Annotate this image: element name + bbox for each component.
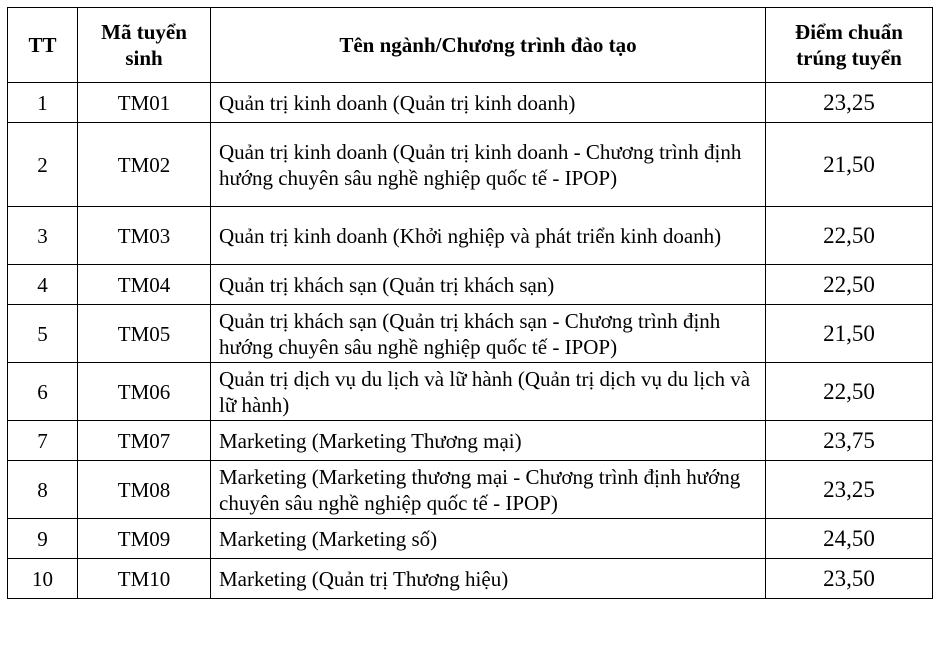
table-row xyxy=(8,559,933,599)
cell-name: Marketing (Marketing thương mại - Chương trình định hướng chuyên sâu nghề nghiệp quốc tế - IPOP) xyxy=(211,461,766,519)
cell-tt: 6 xyxy=(8,363,78,421)
table-row xyxy=(8,207,933,265)
cell-score: 21,50 xyxy=(766,123,933,207)
cell-code: TM08 xyxy=(78,461,211,519)
cell-score: 23,25 xyxy=(766,461,933,519)
table-row xyxy=(8,305,933,363)
cell-code: TM05 xyxy=(78,305,211,363)
table-row xyxy=(8,363,933,421)
admission-scores-table xyxy=(7,7,933,599)
cell-tt: 2 xyxy=(8,123,78,207)
table-row xyxy=(8,519,933,559)
cell-tt: 3 xyxy=(8,207,78,265)
cell-name: Quản trị khách sạn (Quản trị khách sạn - Chương trình định hướng chuyên sâu nghề nghiệp quốc tế - IPOP) xyxy=(211,305,766,363)
table-row xyxy=(8,83,933,123)
cell-tt: 5 xyxy=(8,305,78,363)
cell-score: 23,50 xyxy=(766,559,933,599)
cell-tt: 1 xyxy=(8,83,78,123)
cell-code: TM03 xyxy=(78,207,211,265)
cell-tt: 9 xyxy=(8,519,78,559)
cell-name: Quản trị kinh doanh (Quản trị kinh doanh - Chương trình định hướng chuyên sâu nghề nghiệp quốc tế - IPOP) xyxy=(211,123,766,207)
cell-code: TM09 xyxy=(78,519,211,559)
cell-score: 22,50 xyxy=(766,265,933,305)
table-row xyxy=(8,421,933,461)
cell-tt: 8 xyxy=(8,461,78,519)
cell-score: 23,25 xyxy=(766,83,933,123)
table-header-row xyxy=(8,8,933,83)
cell-score: 24,50 xyxy=(766,519,933,559)
cell-name: Quản trị kinh doanh (Quản trị kinh doanh) xyxy=(211,83,766,123)
cell-tt: 4 xyxy=(8,265,78,305)
cell-score: 21,50 xyxy=(766,305,933,363)
cell-score: 22,50 xyxy=(766,207,933,265)
cell-code: TM04 xyxy=(78,265,211,305)
header-score: Điểm chuẩn trúng tuyển xyxy=(766,8,933,83)
cell-code: TM01 xyxy=(78,83,211,123)
cell-name: Marketing (Marketing số) xyxy=(211,519,766,559)
cell-name: Quản trị kinh doanh (Khởi nghiệp và phát triển kinh doanh) xyxy=(211,207,766,265)
cell-name: Marketing (Quản trị Thương hiệu) xyxy=(211,559,766,599)
cell-score: 22,50 xyxy=(766,363,933,421)
table-row xyxy=(8,123,933,207)
cell-code: TM02 xyxy=(78,123,211,207)
cell-name: Marketing (Marketing Thương mại) xyxy=(211,421,766,461)
table-row xyxy=(8,461,933,519)
header-tt: TT xyxy=(8,8,78,83)
table-row xyxy=(8,265,933,305)
cell-name: Quản trị dịch vụ du lịch và lữ hành (Quản trị dịch vụ du lịch và lữ hành) xyxy=(211,363,766,421)
cell-score: 23,75 xyxy=(766,421,933,461)
header-name: Tên ngành/Chương trình đào tạo xyxy=(211,8,766,83)
cell-code: TM06 xyxy=(78,363,211,421)
cell-code: TM10 xyxy=(78,559,211,599)
cell-tt: 7 xyxy=(8,421,78,461)
cell-name: Quản trị khách sạn (Quản trị khách sạn) xyxy=(211,265,766,305)
cell-code: TM07 xyxy=(78,421,211,461)
header-code: Mã tuyển sinh xyxy=(78,8,211,83)
cell-tt: 10 xyxy=(8,559,78,599)
